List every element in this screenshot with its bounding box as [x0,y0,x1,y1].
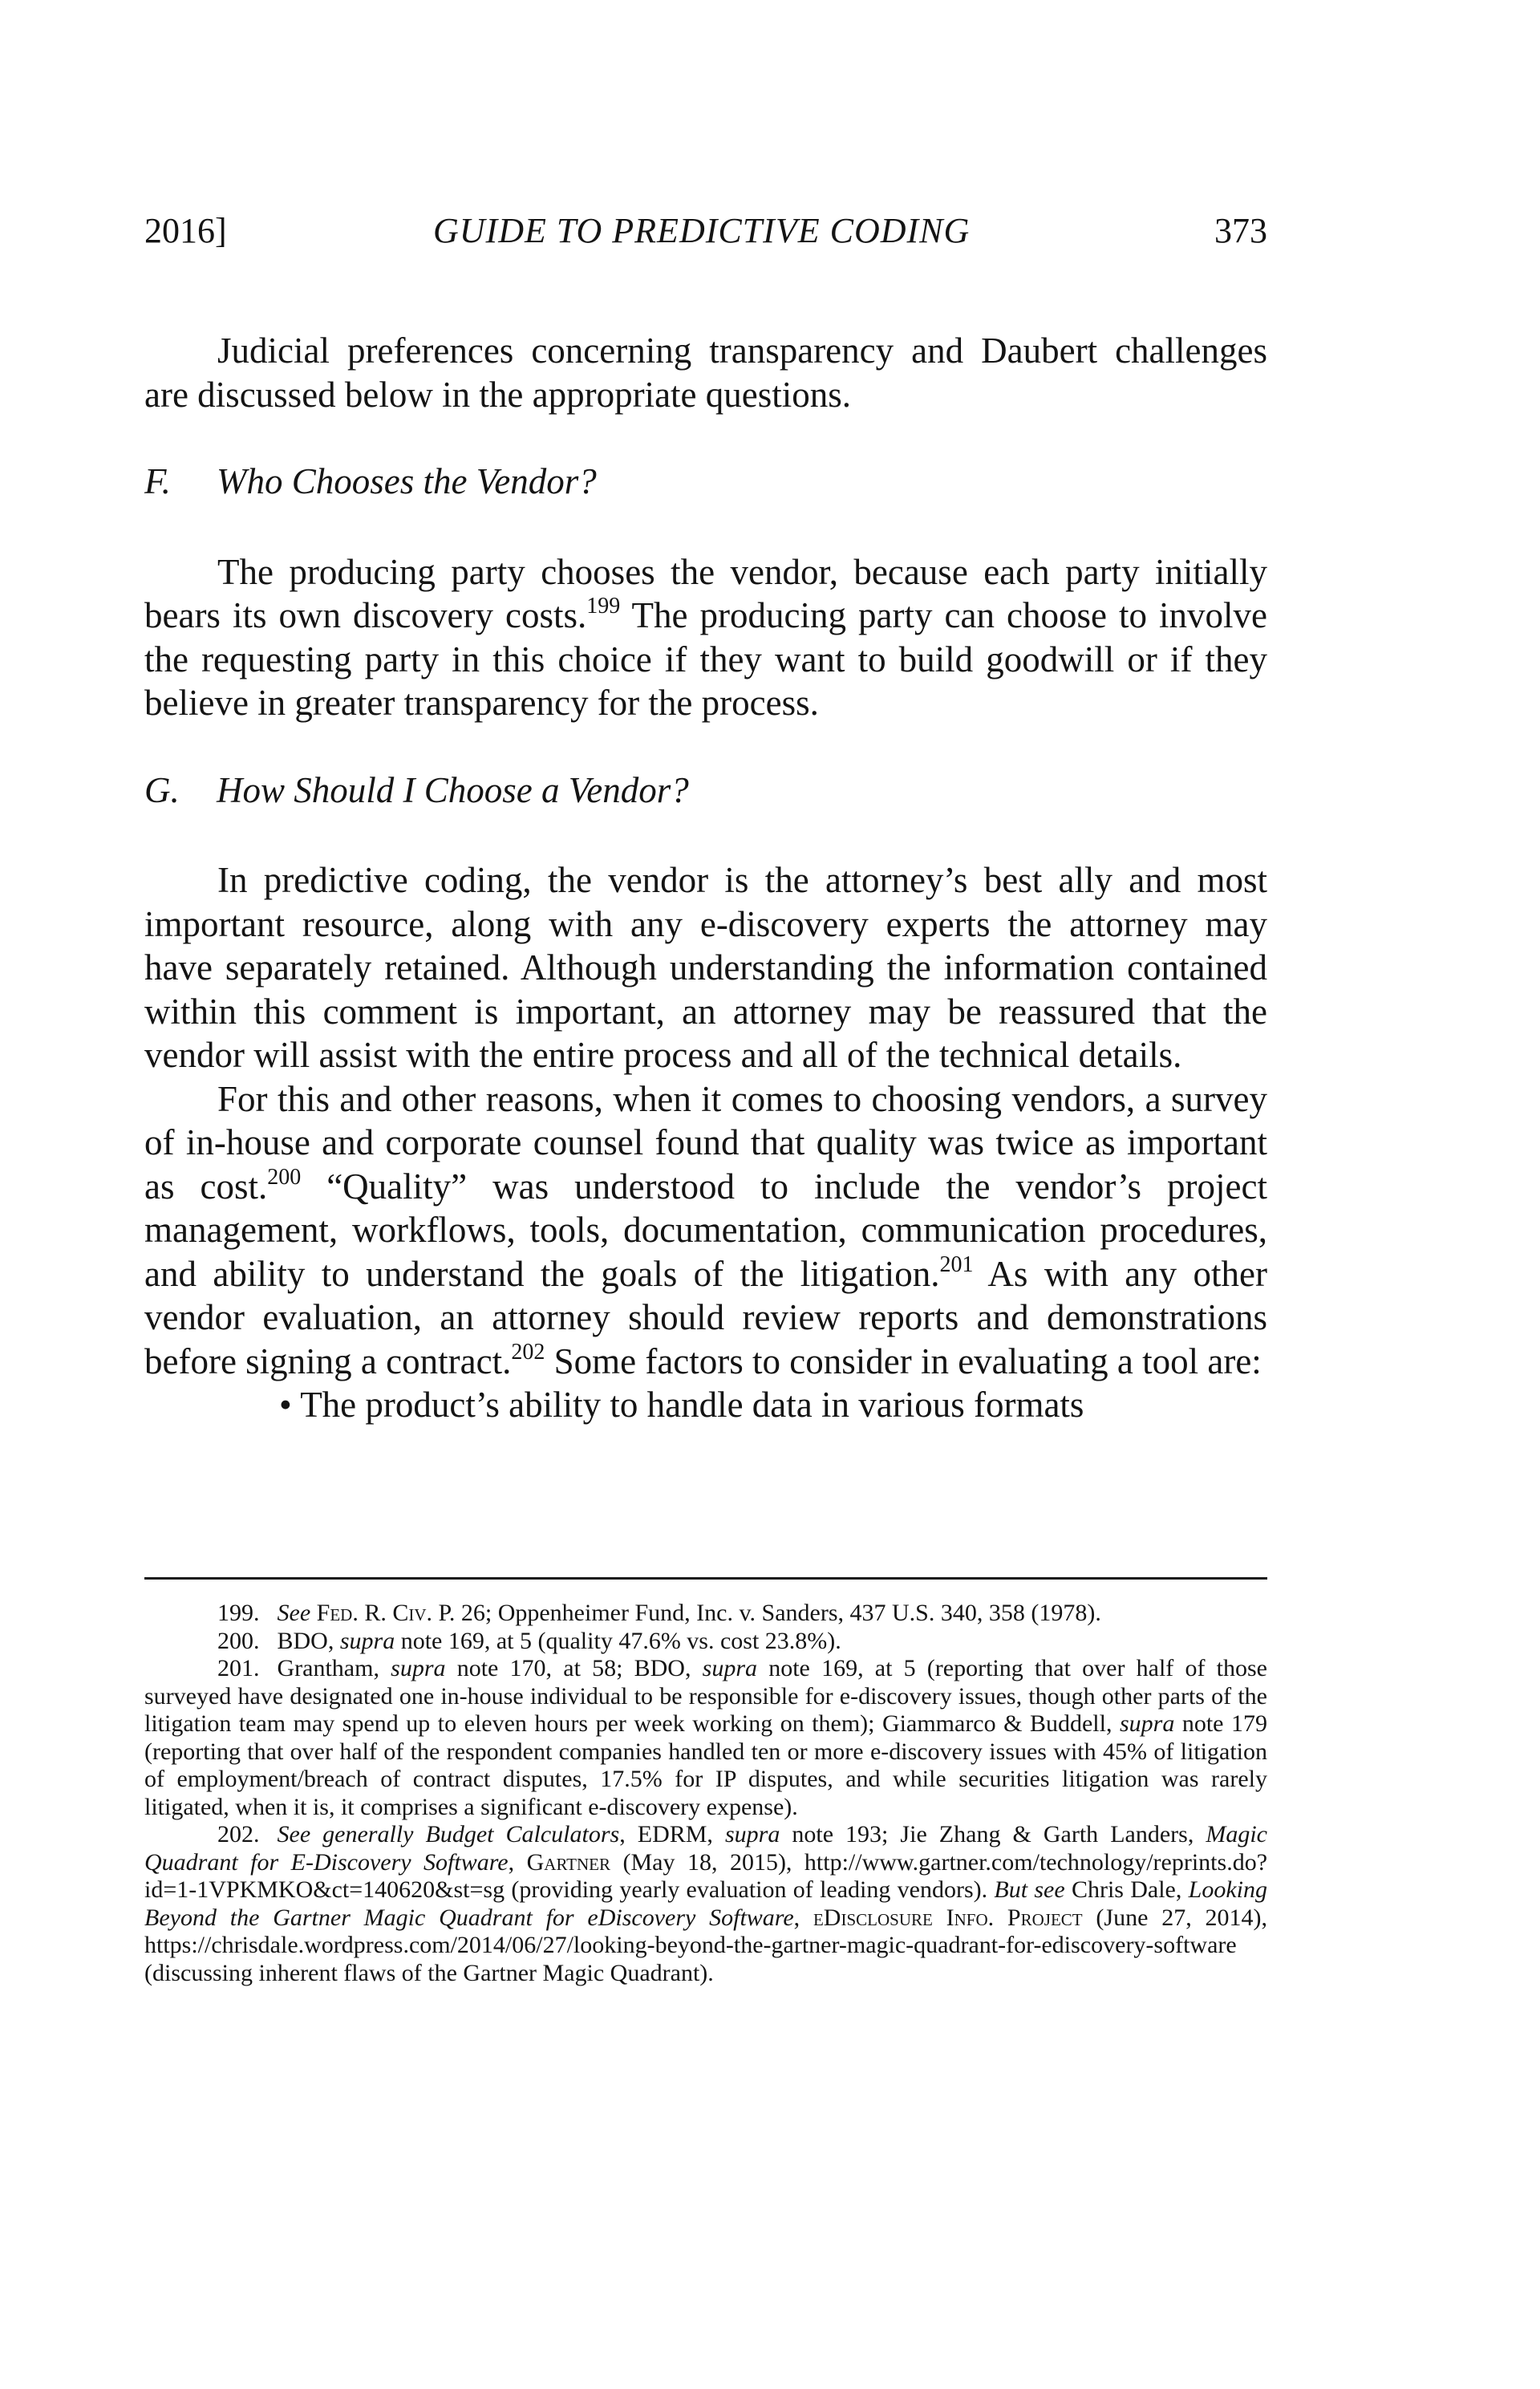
bullet-item: • The product’s ability to handle data in various formats [279,1385,1084,1425]
text-run: , [508,1848,527,1876]
text-run: The producing party can choose to involve the requesting party in this choice if they want to build goodwill or if they believe in greater transparency for the process. [144,595,1267,723]
text-run: note 193; Jie Zhang & Garth Landers, [780,1821,1206,1848]
section-title: Who Chooses the Vendor? [217,461,597,501]
text-run: , EDRM, [619,1821,725,1848]
section-heading-f [144,460,1267,504]
footnote-number: 202. [217,1821,260,1848]
paragraph-vendor-ally: In predictive coding, the vendor is the attorney’s best ally and most important resource, along with any e-discovery experts the attorney may have separately retained. Although understanding the information contained within this comment is important, an attorney may be reassured that the vendor will assist with the entire process and all of the technical details. [144,860,1267,1075]
signal: supra [702,1655,758,1681]
footnote-200 [144,1628,1267,1656]
running-header [144,210,1267,258]
text-run: (May 18, 2015), http://www.gartner.com/technology/reprints.do?id=1-1VPKMKO&ct=140620&st=sg (providing yearly evaluation of leading vendors). [144,1848,1268,1903]
footnote-ref-201[interactable]: 201 [939,1251,974,1277]
text-run: As with any other vendor evaluation, an attorney should review reports and demonstrations before signing a contract. [144,1253,1267,1381]
text-run: BDO, [277,1627,340,1654]
source-title: Magic Quadrant for E-Discovery Software [144,1821,1267,1876]
main-text [144,329,1267,1427]
source-title: Looking Beyond the Gartner Magic Quadrant for eDiscovery Software [144,1876,1267,1931]
section-letter: G. [144,769,180,810]
publisher: eDisclosure Info. Project [813,1904,1083,1931]
paragraph-quality-survey [144,1077,1267,1384]
signal: supra [724,1821,780,1848]
footnote-divider [144,1577,1267,1580]
text-run: The producing party chooses the vendor, because each party initially bears its own discovery costs. [144,551,1267,635]
text-run: note 170, at 58; BDO, [445,1655,703,1681]
text-run: 26; Oppenheimer Fund, Inc. v. Sanders, 437 U.S. 340, 358 (1978). [455,1600,1101,1626]
footnote-201 [144,1655,1267,1821]
text-run: note 179 (reporting that over half of the respondent companies handled ten or more e-discovery issues with 45% of litigation of employment/breach of contract disputes, 17.5% for IP disputes, and while securities litigation was rarely litigated, when it is, it comprises a significant e-discovery expense). [144,1710,1268,1820]
page-number: 373 [1214,211,1267,250]
text-run: , [793,1904,813,1931]
section-title: How Should I Choose a Vendor? [217,769,689,810]
signal: supra [1119,1710,1175,1737]
footnote-ref-202[interactable]: 202 [511,1339,545,1365]
citation: Fed. R. Civ. P. [316,1600,456,1626]
text-run: “Quality” was understood to include the vendor’s project management, workflows, tools, documentation, communication procedures, and ability to understand the goals of the litigation. [144,1166,1267,1294]
source-title: See generally Budget Calculators [277,1821,620,1848]
text-run: Grantham, [277,1655,391,1681]
paragraph-who-chooses [144,550,1267,725]
signal: See [277,1600,311,1626]
footnote-number: 200. [217,1627,260,1654]
footnote-number: 199. [217,1600,260,1626]
text-run: (June 27, 2014), https://chrisdale.wordpress.com/2014/06/27/looking-beyond-the-gartner-magic-quadrant-for-ediscovery-software (discussing inherent flaws of the Gartner Magic Quadrant). [144,1904,1267,1986]
footnote-ref-200[interactable]: 200 [267,1164,302,1190]
footnote-199 [144,1600,1267,1628]
footnotes [144,1600,1267,1987]
header-year: 2016] [144,211,227,250]
section-letter: F. [144,461,171,501]
publisher: Gartner [526,1848,611,1876]
section-heading-g [144,769,1267,813]
text-run: note 169, at 5 (quality 47.6% vs. cost 23.8%). [395,1627,841,1654]
text-run: Chris Dale, [1064,1876,1189,1903]
signal: But see [994,1876,1065,1903]
text-run: For this and other reasons, when it comes to choosing vendors, a survey of in-house and corporate counsel found that quality was twice as important as cost. [144,1078,1267,1207]
footnote-202 [144,1821,1267,1987]
footnote-ref-199[interactable]: 199 [586,594,621,619]
footnote-number: 201. [217,1655,260,1681]
text-run: note 169, at 5 (reporting that over half of those surveyed have designated one in-house individual to be responsible for e-discovery issues, though other parts of the litigation team may spend up to eleven hours per week working on them); Giammarco & Buddell, [144,1655,1267,1737]
text-run: Some factors to consider in evaluating a tool are: [545,1341,1262,1381]
paragraph-judicial-preferences: Judicial preferences concerning transparency and Daubert challenges are discussed below in the appropriate questions. [144,331,1267,415]
signal: supra [339,1627,395,1654]
header-title: GUIDE TO PREDICTIVE CODING [433,211,971,250]
signal: supra [391,1655,446,1681]
